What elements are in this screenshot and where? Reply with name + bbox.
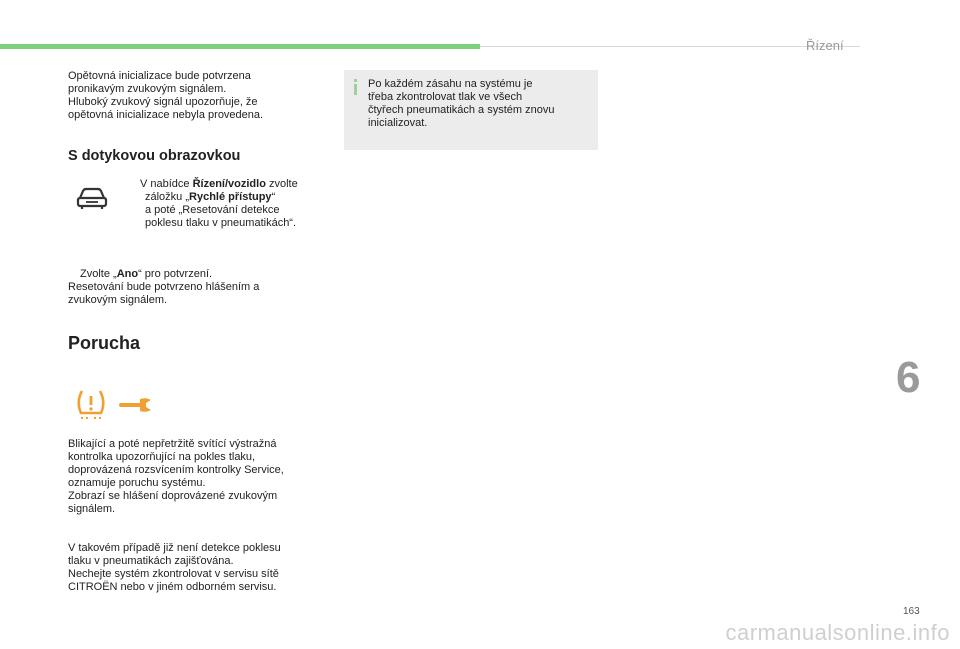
- step-2-text-a: Zvolte „: [80, 268, 117, 280]
- watermark: carmanualsonline.info: [725, 620, 950, 645]
- step-1-text-a: V nabídce: [140, 178, 193, 190]
- step-1-menu: Řízení/vozidlo: [192, 178, 266, 190]
- step-2-confirm-word: Ano: [116, 268, 139, 280]
- info-icon: [354, 79, 357, 95]
- fault-text-2: V takovém případě již není detekce poklesu tlaku v pneumatikách zajišťována. Nechejte systém zkontrolovat v servisu sítě CITROËN nebo v jiném odborném servisu.: [68, 542, 281, 593]
- page-number: 163: [903, 606, 920, 617]
- step-2-result: Resetování bude potvrzeno hlášením a zvukovým signálem.: [68, 281, 260, 306]
- step-2: [68, 268, 328, 307]
- step-1-tab: Rychlé přístupy: [189, 191, 272, 203]
- touchscreen-heading: S dotykovou obrazovkou: [68, 148, 241, 164]
- info-box: [344, 70, 598, 150]
- info-text-wrap: [368, 78, 590, 130]
- service-wrench-icon: [118, 396, 154, 414]
- fault-paragraph-1: [68, 438, 328, 516]
- info-text: Po každém zásahu na systému je třeba zkontrolovat tlak ve všech čtyřech pneumatikách a systém znovu inicializovat.: [368, 78, 555, 129]
- step-1-text-d: “ a poté „Resetování detekce poklesu tlaku v pneumatikách“.: [145, 191, 297, 229]
- section-title: Řízení: [806, 38, 844, 53]
- header-rule: [480, 46, 860, 47]
- step-2-text-c: “ pro potvrzení.: [138, 268, 213, 280]
- car-icon: [74, 182, 110, 212]
- chapter-number: 6: [896, 353, 921, 402]
- step-1-text-c: zvolte záložku „: [145, 178, 298, 203]
- header-accent-bar: [0, 44, 480, 49]
- intro-text: Opětovná inicializace bude potvrzena pronikavým zvukovým signálem. Hluboký zvukový signál upozorňuje, že opětovná inicializace nebyla provedena.: [68, 70, 264, 121]
- tyre-pressure-warning-icon: [74, 388, 108, 420]
- step-1: [128, 178, 328, 230]
- fault-text-1: Blikající a poté nepřetržitě svítící výstražná kontrolka upozorňující na pokles tlaku, doprovázená rozsvícením kontrolky Service, oznamuje poruchu systému. Zobrazí se hlášení doprovázené zvukovým signálem.: [68, 438, 284, 515]
- fault-heading: Porucha: [68, 333, 141, 353]
- intro-paragraph: [68, 70, 328, 122]
- fault-paragraph-2: [68, 542, 328, 594]
